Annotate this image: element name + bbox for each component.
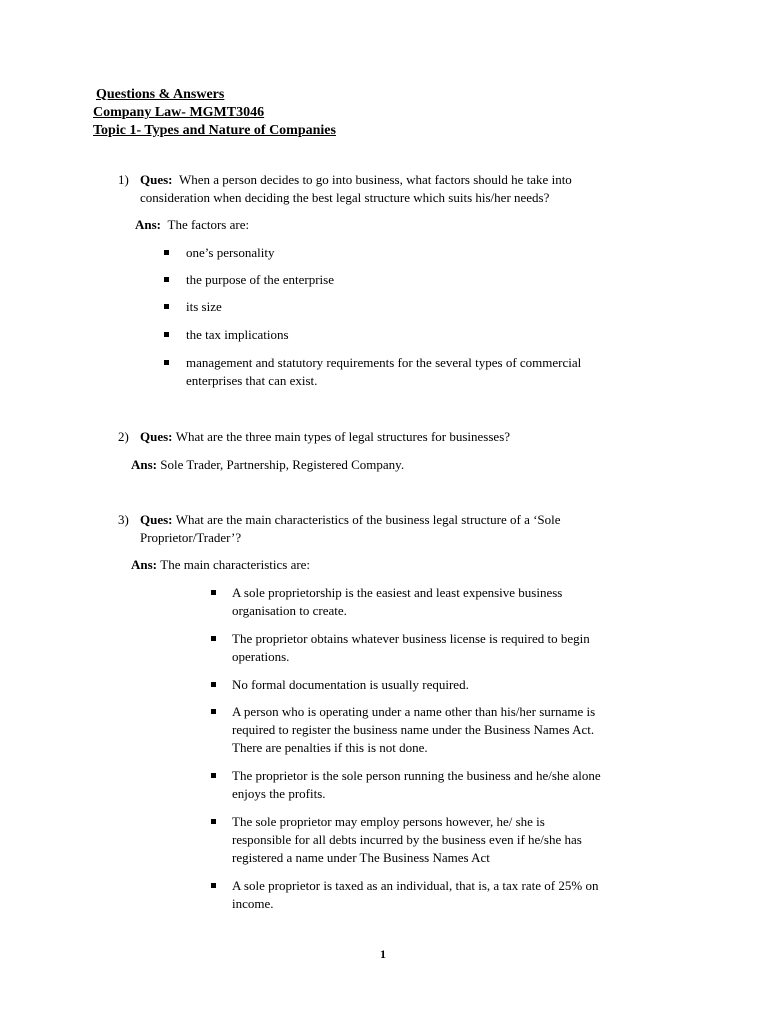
question-number: 2) <box>118 429 129 444</box>
list-item: A sole proprietorship is the easiest and least expensive business <box>232 585 563 600</box>
list-item-continuation: enjoys the profits. <box>232 786 326 801</box>
list-item: No formal documentation is usually required. <box>232 677 469 692</box>
page-number: 1 <box>380 947 386 961</box>
list-item: the tax implications <box>186 327 289 342</box>
answer-text: The main characteristics are: <box>160 557 311 572</box>
list-item: its size <box>186 299 222 314</box>
question-number: 3) <box>118 512 129 527</box>
bullet-marker <box>211 773 216 778</box>
answer-text: Sole Trader, Partnership, Registered Company. <box>160 457 405 472</box>
bullet-marker <box>164 360 169 365</box>
bullet-marker <box>211 590 216 595</box>
list-item: one’s personality <box>186 245 275 260</box>
list-item: A sole proprietor is taxed as an individual, that is, a tax rate of 25% on <box>232 878 599 893</box>
list-item-continuation: required to register the business name under the Business Names Act. <box>232 722 595 737</box>
list-item-continuation: enterprises that can exist. <box>186 373 318 388</box>
list-item-continuation: organisation to create. <box>232 603 347 618</box>
bullet-marker <box>164 332 169 337</box>
bullet-marker <box>211 682 216 687</box>
doc-header-topic: Topic 1- Types and Nature of Companies <box>93 123 336 138</box>
bullet-marker <box>211 636 216 641</box>
list-item: The proprietor obtains whatever business license is required to begin <box>232 631 590 646</box>
question-text: What are the main characteristics of the business legal structure of a ‘Sole <box>175 512 561 527</box>
question-3-line2: Proprietor/Trader’? <box>140 530 242 545</box>
answer-text: The factors are: <box>167 217 250 232</box>
list-item-continuation: income. <box>232 896 274 911</box>
bullet-marker <box>211 709 216 714</box>
question-1-line2: consideration when deciding the best legal structure which suits his/her needs? <box>140 190 550 205</box>
bullet-marker <box>211 819 216 824</box>
ques-label: Ques: <box>140 512 173 527</box>
list-item: The sole proprietor may employ persons however, he/ she is <box>232 814 545 829</box>
bullet-marker <box>164 304 169 309</box>
bullet-marker <box>211 883 216 888</box>
doc-header-course: Company Law- MGMT3046 <box>93 105 265 120</box>
list-item-continuation: operations. <box>232 649 290 664</box>
list-item: the purpose of the enterprise <box>186 272 335 287</box>
ans-label: Ans: <box>131 457 158 472</box>
answer-2 <box>131 456 404 474</box>
list-item-continuation: responsible for all debts incurred by the business even if he/she has <box>232 832 582 847</box>
list-item-continuation: registered a name under The Business Names Act <box>232 850 490 865</box>
question-text: When a person decides to go into business, what factors should he take into <box>179 172 572 187</box>
list-item-continuation: There are penalties if this is not done. <box>232 740 428 755</box>
answer-1-intro <box>135 216 249 234</box>
list-item: management and statutory requirements for the several types of commercial <box>186 355 582 370</box>
bullet-marker <box>164 277 169 282</box>
question-1-line1 <box>140 171 572 189</box>
ans-label: Ans: <box>131 557 158 572</box>
question-3-line1 <box>140 511 561 529</box>
list-item: A person who is operating under a name other than his/her surname is <box>232 704 596 719</box>
list-item: The proprietor is the sole person running the business and he/she alone <box>232 768 601 783</box>
doc-header-title: Questions & Answers <box>96 87 225 102</box>
question-text: What are the three main types of legal structures for businesses? <box>175 429 511 444</box>
question-2-line1 <box>140 428 510 446</box>
bullet-marker <box>164 250 169 255</box>
ques-label: Ques: <box>140 172 173 187</box>
question-number: 1) <box>118 172 129 187</box>
ques-label: Ques: <box>140 429 173 444</box>
ans-label: Ans: <box>135 217 162 232</box>
answer-3-intro <box>131 556 310 574</box>
